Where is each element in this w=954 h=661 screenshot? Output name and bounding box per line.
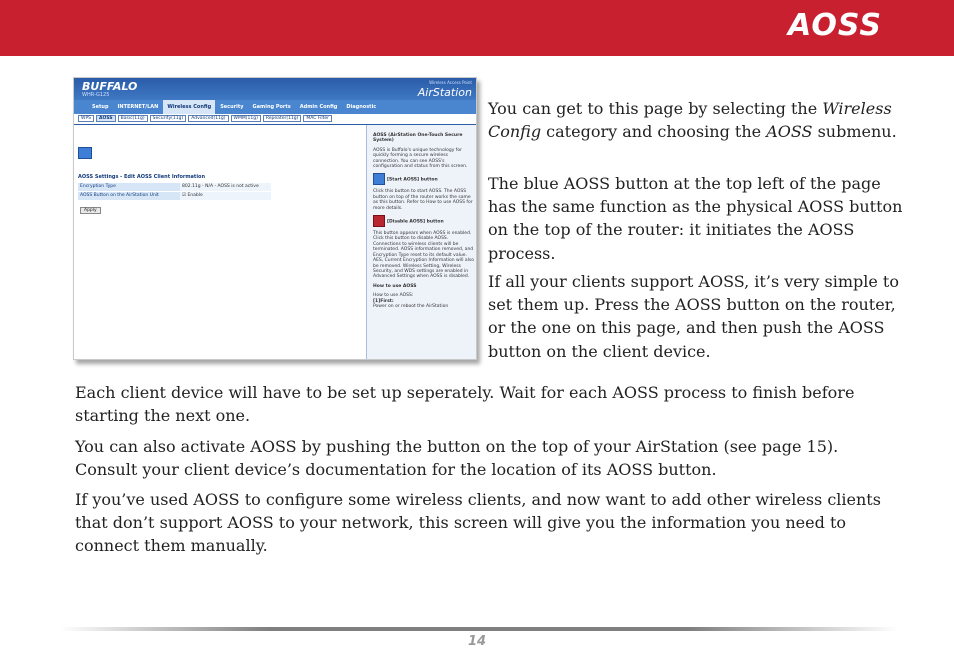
airstation-brand: AirStation xyxy=(417,86,472,99)
tab-setup: Setup xyxy=(92,104,109,110)
row-value: 802.11g - N/A - AOSS is not active xyxy=(180,183,271,192)
start-aoss-icon xyxy=(373,173,385,185)
tab-security: Security xyxy=(220,104,244,110)
subtab-repeater: Repeater(11g) xyxy=(263,115,302,122)
wireless-config-term: Wireless Config xyxy=(488,99,892,142)
paragraph-clients: If all your clients support AOSS, it’s very simple to set them up. Press the AOSS button on the router, or the one on this page, and then push the AOSS button on the client device. xyxy=(488,272,899,361)
text-span: category and choosing the xyxy=(541,122,767,142)
row-value: ☑ Enable xyxy=(180,192,271,201)
start-aoss-text: Click this button to start AOSS. The AOSS button on top of the router works the same as this button. Refer to How to use AOSS for more details. xyxy=(373,189,473,211)
section-title: AOSS Settings - Edit AOSS Client Information xyxy=(78,174,206,180)
disable-aoss-icon xyxy=(373,215,385,227)
help-intro: AOSS is Buffalo's unique technology for quickly forming a secure wireless connection. You can see AOSS's configuration and status from this screen. xyxy=(373,147,468,170)
subtab-wps: WPS xyxy=(78,115,94,122)
help-title: AOSS (AirStation One-Touch Secure System) xyxy=(373,133,463,144)
howto-title: How to use AOSS xyxy=(373,283,417,289)
subtab-mac-filter: MAC Filter xyxy=(303,115,332,122)
paragraph-blue-button: The blue AOSS button at the top left of the page has the same function as the physical AOSS button on the top of the router: it initiates the AOSS process. xyxy=(488,174,903,263)
disable-aoss-text: This button appears when AOSS is enabled. Click this button to disable AOSS. Connections to wireless clients will be terminated. AOSS information removed, and Encryption Type reset to its default value. AES, Current Encryption Information will also be removed. Wireless Setting, Wireless Security, and WDS settings are enabled in Advanced Settings when AOSS is disabled. xyxy=(373,231,475,280)
table-row xyxy=(78,192,271,201)
footer-divider xyxy=(60,627,898,631)
model-label: WHR-G125 xyxy=(82,92,110,98)
page-number: 14 xyxy=(467,634,487,649)
text-span: You can get to this page by selecting the xyxy=(488,99,823,118)
screenshot-subnav xyxy=(74,115,477,124)
text-span: submenu. xyxy=(812,122,897,142)
tab-wireless-config: Wireless Config xyxy=(163,100,215,114)
table-row xyxy=(78,183,271,192)
paragraph-separately: Each client device will have to be set up seperately. Wait for each AOSS process to finish before starting the next one. xyxy=(75,383,855,426)
subtab-security: Security(11g) xyxy=(150,115,187,122)
paragraph-intro xyxy=(488,97,908,143)
subtab-aoss: AOSS xyxy=(96,115,116,122)
apply-button: Apply xyxy=(80,207,101,214)
howto-sub: How to use AOSS: xyxy=(373,293,414,299)
aoss-term: AOSS xyxy=(766,122,813,142)
subtab-basic: Basic(11g) xyxy=(118,115,148,122)
aoss-info-table xyxy=(78,183,271,201)
start-aoss-label: [Start AOSS] button xyxy=(387,177,438,183)
howto-step: [1]First: xyxy=(373,298,394,304)
tab-internet-lan: INTERNET/LAN xyxy=(117,104,159,110)
product-subtitle: Wireless Access Point xyxy=(429,80,472,85)
page-title: AOSS xyxy=(788,8,882,43)
row-label: Encryption Type xyxy=(78,183,180,192)
screenshot-banner xyxy=(74,78,477,100)
embedded-screenshot xyxy=(73,77,477,360)
subtab-advanced: Advanced(11g) xyxy=(188,115,228,122)
buffalo-logo: BUFFALO xyxy=(82,80,138,93)
row-label: AOSS Button on the AirStation Unit xyxy=(78,192,180,201)
tab-diagnostic: Diagnostic xyxy=(346,104,377,110)
subtab-wmm: WMM(11g) xyxy=(231,115,261,122)
screenshot-main xyxy=(74,125,366,360)
disable-aoss-label: [Disable AOSS] button xyxy=(387,219,444,225)
help-panel xyxy=(366,125,477,360)
screenshot-nav xyxy=(74,100,477,114)
header-bar xyxy=(0,0,954,56)
paragraph-activate: You can also activate AOSS by pushing the button on the top of your AirStation (see page 15). Consult your client device’s documentation for the location of its AOSS button. xyxy=(75,437,839,480)
tab-gaming-ports: Gaming Ports xyxy=(252,104,291,110)
paragraph-manual: If you’ve used AOSS to configure some wireless clients, and now want to add other wireless clients that don’t support AOSS to your network, this screen will give you the information you need to connect them manually. xyxy=(75,490,881,556)
aoss-button-icon xyxy=(78,147,92,159)
tab-admin-config: Admin Config xyxy=(299,104,338,110)
howto-text: Power on or reboot the AirStation xyxy=(373,303,449,309)
